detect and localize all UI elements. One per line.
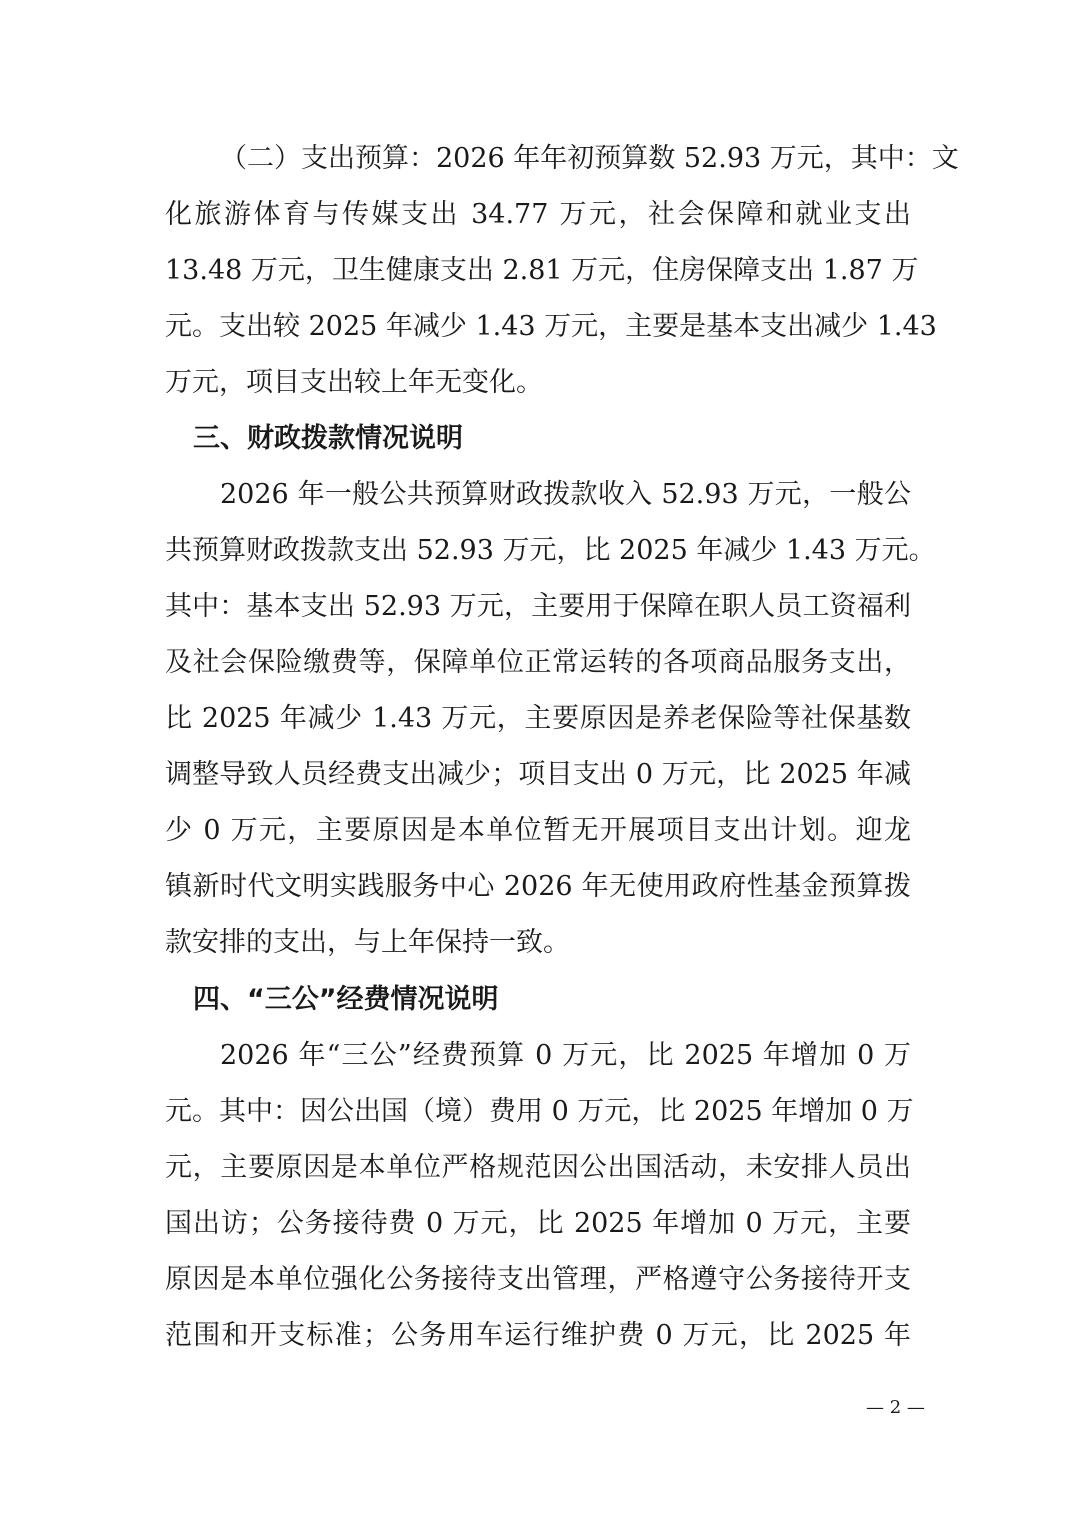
paragraph-line: 镇新时代文明实践服务中心 2026 年无使用政府性基金预算拨 — [165, 871, 911, 902]
paragraph-line: 及社会保险缴费等，保障单位正常运转的各项商品服务支出， — [165, 647, 911, 678]
section-4-heading: 四、“三公”经费情况说明 — [193, 984, 499, 1015]
paragraph-line: 元，主要原因是本单位严格规范因公出国活动，未安排人员出 — [165, 1152, 911, 1183]
paragraph-line: 少 0 万元，主要原因是本单位暂无开展项目支出计划。迎龙 — [165, 815, 911, 846]
paragraph-line: 款安排的支出，与上年保持一致。 — [165, 927, 570, 958]
paragraph-line: 比 2025 年减少 1.43 万元，主要原因是养老保险等社保基数 — [165, 703, 911, 734]
paragraph-line: 13.48 万元，卫生健康支出 2.81 万元，住房保障支出 1.87 万 — [165, 255, 919, 286]
paragraph-line: 2026 年一般公共预算财政拨款收入 52.93 万元，一般公 — [220, 479, 911, 510]
paragraph-line: 调整导致人员经费支出减少；项目支出 0 万元，比 2025 年减 — [165, 759, 911, 790]
paragraph-line: 其中：基本支出 52.93 万元，主要用于保障在职人员工资福利 — [165, 591, 911, 622]
paragraph-line: 国出访；公务接待费 0 万元，比 2025 年增加 0 万元，主要 — [165, 1208, 911, 1239]
paragraph-line: 共预算财政拨款支出 52.93 万元，比 2025 年减少 1.43 万元。 — [165, 535, 936, 566]
paragraph-line: 原因是本单位强化公务接待支出管理，严格遵守公务接待开支 — [165, 1264, 911, 1295]
paragraph-line: 范围和开支标准；公务用车运行维护费 0 万元，比 2025 年 — [165, 1320, 911, 1351]
paragraph-line: 化旅游体育与传媒支出 34.77 万元，社会保障和就业支出 — [165, 199, 911, 230]
paragraph-line: 2026 年“三公”经费预算 0 万元，比 2025 年增加 0 万 — [220, 1040, 911, 1071]
page-number: — 2 — — [866, 1397, 925, 1418]
section-3-heading: 三、财政拨款情况说明 — [193, 423, 463, 454]
paragraph-line: 元。支出较 2025 年减少 1.43 万元，主要是基本支出减少 1.43 — [165, 311, 937, 342]
paragraph-line: （二）支出预算：2026 年年初预算数 52.93 万元，其中：文 — [220, 143, 959, 174]
paragraph-line: 元。其中：因公出国（境）费用 0 万元，比 2025 年增加 0 万 — [165, 1096, 914, 1127]
paragraph-line: 万元，项目支出较上年无变化。 — [165, 367, 543, 398]
